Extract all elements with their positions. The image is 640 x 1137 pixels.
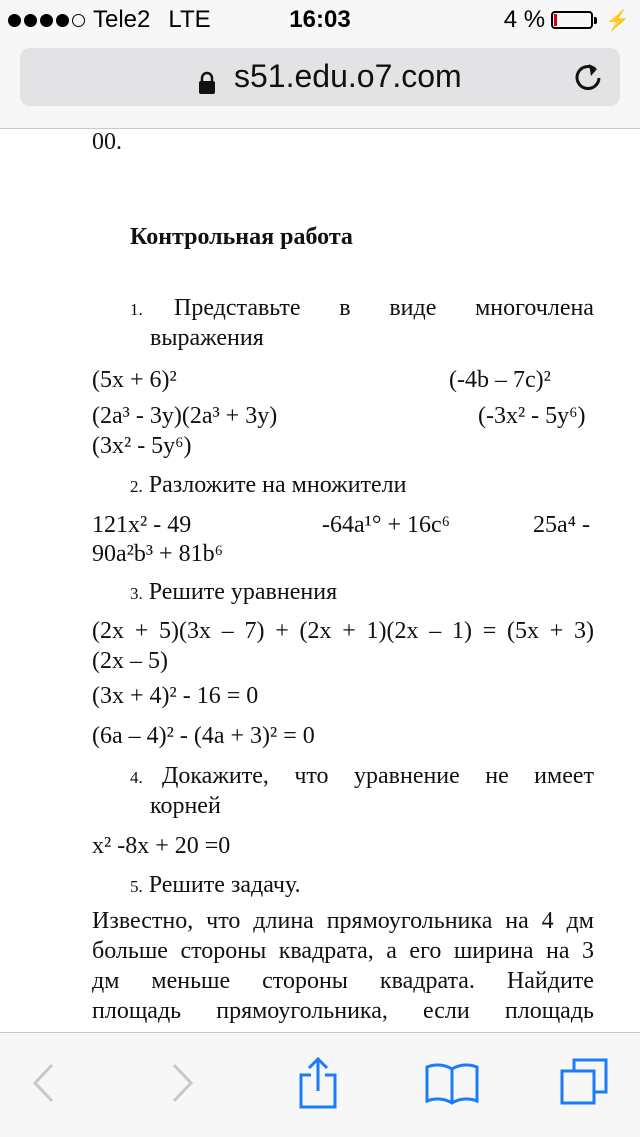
expression: (-3x² - 5y⁶) [478,403,586,429]
page-content [0,129,640,1032]
clock: 16:03 [289,6,351,33]
task-3-heading: 3. Решите уравнения [130,579,338,605]
task-4-heading: Докажите, что уравнение не имеет [162,763,594,789]
lock-icon [198,66,216,103]
task-4-heading-cont: корней [150,793,221,819]
expression: 90a²b³ + 81b⁶ [92,541,223,567]
expression: 121x² - 49 [92,512,192,538]
status-bar [0,0,640,40]
task-2-heading: 2. Разложите на множители [130,472,407,498]
reload-icon[interactable] [572,60,604,102]
browser-header [0,40,640,129]
equation: (3x + 4)² - 16 = 0 [92,683,259,709]
expression: 25a⁴ - [533,512,591,538]
address-bar[interactable] [20,48,620,106]
expression: -64a¹° + 16c⁶ [322,512,450,538]
equation: (6a – 4)² - (4a + 3)² = 0 [92,723,315,749]
network-type: LTE [168,6,211,33]
task-4-number: 4. [130,768,143,787]
book-icon[interactable] [424,1063,480,1110]
cut-off-text: 00. [92,129,122,155]
carrier: Tele2 [93,6,151,33]
equation-cont: (2x – 5) [92,648,168,674]
battery-percent: 4 % [503,6,546,33]
expression: (5x + 6)² [92,367,177,393]
task-1-heading-cont: выражения [150,325,264,351]
expression: (2a³ - 3y)(2a³ + 3y) [92,403,278,429]
task-1-heading: Представьте в виде многочлена [174,295,594,321]
task-5-heading: 5. Решите задачу. [130,872,301,898]
expression: (-4b – 7c)² [449,367,551,393]
equation: x² -8x + 20 =0 [92,833,231,859]
problem-line: Известно, что длина прямоугольника на 4 дм [92,908,594,934]
expression: (3x² - 5y⁶) [92,433,192,459]
document-title: Контрольная работа [130,224,353,250]
url-text: s51.edu.o7.com [234,58,462,94]
tabs-icon[interactable] [560,1057,608,1112]
browser-toolbar [0,1032,640,1137]
problem-line: дм меньше стороны квадрата. Найдите [92,968,594,994]
charging-icon: ⚡ [605,9,630,32]
battery-icon [551,11,593,29]
problem-line: площадь прямоугольника, если площадь [92,998,594,1024]
chevron-left-icon[interactable] [32,1063,54,1108]
task-1-number: 1. [130,300,143,319]
share-icon[interactable] [298,1057,338,1114]
problem-line: больше стороны квадрата, а его ширина на 3 [92,938,594,964]
equation: (2x + 5)(3x – 7) + (2x + 1)(2x – 1) = (5x + 3) [92,618,594,644]
chevron-right-icon[interactable] [172,1063,194,1108]
